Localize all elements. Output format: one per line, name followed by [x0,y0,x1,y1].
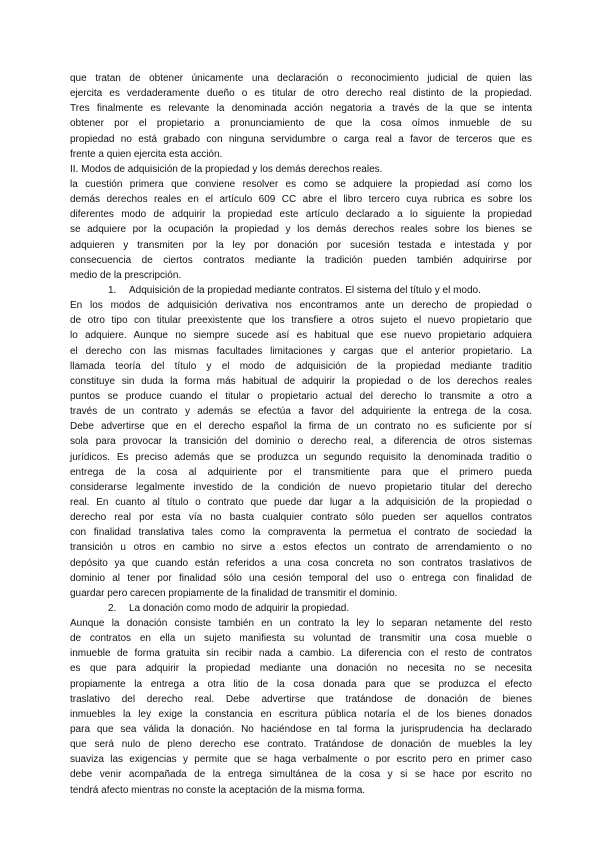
text-line: Debe advertirse que en el derecho español la firma de un contrato no es suficiente por sí [70,421,532,433]
heading-number: 1. [108,284,117,296]
text-line: adquieren y transmiten por la ley por donación por sucesión testada e intestada y por [70,239,532,251]
text-line: través de un contrato y además se efectúa a favor del adquiriente la entrega de la cosa. [70,406,532,418]
text-line: propiamente la entrega a otra litio de la cosa donada para que se produzca el efecto [70,678,532,690]
text-line: considerarse legalmente investido de la condición de nuevo propietario titular del derecho [70,481,532,493]
text-line: entrega de la cosa al adquiriente por el transmitiente para que el primero pueda [70,466,532,478]
text-line: constituye sin duda la forma más habitual de adquirir la propiedad o de los derechos reales [70,375,532,387]
text-line: puntos se produce cuando el titular o propietario actual del derecho lo transmite a otro a [70,390,532,402]
text-line: de otro tipo con titular preexistente que los transfiere a otros sujeto el nuevo propietario que [70,315,532,327]
text-line: con finalidad translativa tales como la compraventa la permetua el contrato de sociedad la [70,527,532,539]
text-line: ejercita es verdaderamente dueño o es titular de otro derecho real distinto de la propiedad. [70,88,532,100]
text-line: para que sea válida la donación. No haciéndose en tal forma la jurisprudencia ha declarado [70,724,532,736]
text-line: sola para provocar la transición del dominio o derecho real, a diferencia de otros sistemas [70,436,532,448]
text-line: Aunque la donación consiste también en un contrato la ley lo separan netamente del resto [70,618,532,630]
text-line: inmueble de forma gratuita sin recibir nada a cambio. La diferencia con el resto de contratos [70,648,532,660]
heading-number: 2. [108,602,117,614]
text-line: tendrá afecto mientras no conste la aceptación de la misma forma. [70,784,366,796]
numbered-heading [70,283,532,298]
text-line: traslativo del derecho real. Debe advertirse que tratándose de donación de bienes [70,693,532,705]
text-line: inmuebles la ley exige la constancia en escritura pública notaría el de los bienes donados [70,708,532,720]
text-line: debe venir acompañada de la entrega simultánea de la cosa y si se hace por escrito no [70,769,532,781]
text-line: obtener por el propietario a pronunciamiento de que la cosa oímos inmueble de su [70,118,532,130]
text-line: En los modos de adquisición derivativa nos encontramos ante un derecho de propiedad o [70,300,532,312]
text-line: guardar pero carecen propiamente de la finalidad de transmitir el dominio. [70,587,398,599]
text-line: Tres finalmente es relevante la denominada acción negatoria a través de la que se intenta [70,103,532,115]
text-line: el derecho con las mismas facultades limitaciones y cargas que el anterior propietario. La [70,345,532,357]
text-line: de contratos en ella un sujeto manifiesta su voluntad de transmitir una cosa mueble o [70,633,532,645]
text-line: transición u otros en cambio no sirve a estos efectos un contrato de arrendamiento o no [70,542,532,554]
text-line: se adquiere por la ocupación la propiedad y los demás derechos reales sobre los bienes se [70,224,532,236]
text-line: dominio al tener por finalidad sólo una cesión temporal del uso o entrega con finalidad de [70,572,532,584]
text-line: que será nulo de pleno derecho ese contrato. Tratándose de donación de muebles la ley [70,739,532,751]
text-line: es que para adquirir la propiedad mediante una donación no necesita no se necesita [70,663,532,675]
heading-text: Adquisición de la propiedad mediante contratos. El sistema del título y el modo. [129,284,481,296]
text-line: suaviza las exigencias y permite que se haga verbalmente o por escrito pero en primer caso [70,754,532,766]
text-line: depósito ya que cuando están referidos a una cosa concreta no son contratos traslativos de [70,557,532,569]
text-line: demás derechos reales en el artículo 609 CC abre el libro tercero cuya rubrica es sobre los [70,194,532,206]
numbered-heading [70,601,532,616]
text-line: derecho real por esta vía no basta cualquier contrato sólo pueden ser aquellos contratos [70,512,532,524]
document-page [70,71,532,798]
text-line: jurídicos. Es preciso además que se produzca un segundo requisito la denominada traditio o [70,451,532,463]
text-line: llamada teoría del título y el modo de adquisición de la propiedad mediante traditio [70,360,532,372]
heading-text: La donación como modo de adquirir la propiedad. [129,602,350,614]
text-line: que tratan de obtener únicamente una declaración o reconocimiento judicial de quien las [70,73,532,84]
text-line: frente a quien ejercita esta acción. [70,148,223,160]
text-line: diferentes modo de adquirir la propiedad este artículo declarado a lo siguiente la propiedad [70,209,532,221]
text-line: consecuencia de ciertos contratos mediante la tradición pueden también adquirirse por [70,254,532,266]
text-line: medio de la prescripción. [70,269,182,281]
text-line: la cuestión primera que conviene resolver es como se adquiere la propiedad así como los [70,178,532,190]
text-line: real. En cuanto al título o contrato que puede dar lugar a la adquisición de la propiedad o [70,496,532,508]
text-line: propiedad no está grabado con ninguna servidumbre o carga real a favor de terceros que es [70,133,532,145]
text-line: lo adquiere. Aunque no siempre sucede así es habitual que ese nuevo propietario adquiera [70,330,532,342]
text-line: II. Modos de adquisición de la propiedad y los demás derechos reales. [70,163,383,175]
